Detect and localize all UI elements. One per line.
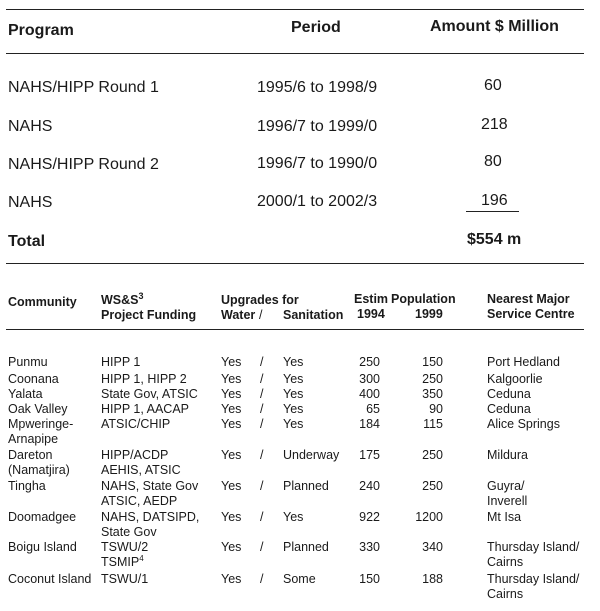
population-1999-cell: 250	[422, 448, 443, 462]
amount-cell: 218	[481, 116, 508, 133]
service-centre-cell: Inverell	[487, 494, 528, 508]
funding-cell: TSWU/2	[101, 540, 149, 554]
service-centre-cell: Mildura	[487, 448, 528, 462]
sanitation-cell: Yes	[283, 372, 304, 386]
column-header-population: Population	[391, 292, 456, 306]
footnote-marker: 3	[138, 290, 144, 301]
population-1994-cell: 65	[366, 402, 380, 416]
amount-cell: 60	[484, 77, 502, 94]
sanitation-cell: Planned	[283, 540, 329, 554]
slash-separator: /	[260, 372, 264, 386]
population-1999-cell: 90	[429, 402, 443, 416]
service-centre-cell: Mt Isa	[487, 510, 522, 524]
population-1999-cell: 250	[422, 372, 443, 386]
community-cell: Tingha	[8, 479, 46, 493]
slash-separator: /	[260, 540, 264, 554]
column-header-centre	[487, 292, 575, 322]
total-value: $554 m	[467, 231, 522, 248]
funding-cell: HIPP/ACDP	[101, 448, 169, 462]
funding-cell: HIPP 1	[101, 355, 141, 369]
funding-cell: ATSIC/CHIP	[101, 417, 171, 431]
sanitation-cell: Yes	[283, 510, 304, 524]
slash-separator: /	[260, 448, 264, 462]
funding-header-text: WS&S	[101, 293, 139, 307]
amount-cell: 196	[481, 192, 508, 209]
period-cell: 1996/7 to 1990/0	[257, 155, 378, 172]
service-centre-cell: Alice Springs	[487, 417, 560, 431]
funding-cell: HIPP 1, HIPP 2	[101, 372, 187, 386]
service-centre-cell: Cairns	[487, 555, 524, 569]
slash-separator: /	[260, 387, 264, 401]
service-centre-cell: Guyra/	[487, 479, 525, 493]
service-centre-cell: Kalgoorlie	[487, 372, 543, 386]
water-cell: Yes	[221, 402, 242, 416]
slash-separator: /	[260, 355, 264, 369]
footnote-marker: 4	[139, 553, 144, 563]
water-cell: Yes	[221, 510, 242, 524]
sanitation-cell: Yes	[283, 387, 304, 401]
service-centre-cell: Ceduna	[487, 402, 531, 416]
community-cell: Coonana	[8, 372, 59, 386]
water-cell: Yes	[221, 540, 242, 554]
water-cell: Yes	[221, 355, 242, 369]
funding-cell: NAHS, DATSIPD,	[101, 510, 200, 524]
service-centre-cell: Port Hedland	[487, 355, 560, 369]
slash-separator: /	[260, 479, 264, 493]
column-header-1994: 1994	[357, 307, 385, 321]
population-1994-cell: 250	[359, 355, 380, 369]
funding-cell: TSMIP$^4$	[101, 553, 144, 569]
program-cell: NAHS	[8, 118, 53, 135]
table-bottom-rule	[6, 263, 584, 264]
water-cell: Yes	[221, 387, 242, 401]
sanitation-cell: Underway	[283, 448, 340, 462]
water-cell: Yes	[221, 572, 242, 586]
population-1994-cell: 400	[359, 387, 380, 401]
centre-header-line: Nearest Major	[487, 292, 570, 306]
community-cell: (Namatjira)	[8, 463, 70, 477]
service-centre-cell: Cairns	[487, 587, 524, 601]
funding-cell: ATSIC, AEDP	[101, 494, 178, 508]
slash-separator: /	[260, 402, 264, 416]
service-centre-cell: Thursday Island/	[487, 572, 580, 586]
sum-underline	[466, 211, 519, 212]
program-cell: NAHS/HIPP Round 1	[8, 79, 159, 96]
header-rule	[6, 329, 584, 330]
sanitation-cell: Planned	[283, 479, 329, 493]
funding-cell: State Gov	[101, 525, 157, 539]
program-cell: NAHS	[8, 194, 53, 211]
population-1999-cell: 250	[422, 479, 443, 493]
slash-separator: /	[260, 417, 264, 431]
sanitation-cell: Some	[283, 572, 316, 586]
water-cell: Yes	[221, 448, 242, 462]
population-1999-cell: 115	[423, 417, 443, 431]
community-cell: Coconut Island	[8, 572, 92, 586]
water-cell: Yes	[221, 479, 242, 493]
funding-cell: State Gov, ATSIC	[101, 387, 198, 401]
community-cell: Boigu Island	[8, 540, 77, 554]
column-header-upgrades: Upgrades for	[221, 293, 299, 307]
centre-header-line: Service Centre	[487, 307, 575, 321]
water-cell: Yes	[221, 417, 242, 431]
community-cell: Mpweringe-	[8, 417, 74, 431]
funding-header-subtext: Project Funding	[101, 308, 197, 322]
population-1999-cell: 1200	[415, 510, 443, 524]
water-cell: Yes	[221, 372, 242, 386]
population-1999-cell: 350	[422, 387, 443, 401]
sanitation-cell: Yes	[283, 402, 304, 416]
column-header-amount: Amount $ Million	[430, 18, 559, 35]
funding-cell: TSWU/1	[101, 572, 149, 586]
funding-cell: AEHIS, ATSIC	[101, 463, 181, 477]
population-1999-cell: 188	[422, 572, 443, 586]
slash-separator: /	[260, 510, 264, 524]
community-cell: Doomadgee	[8, 510, 77, 524]
community-cell: Arnapipe	[8, 432, 59, 446]
population-1994-cell: 184	[359, 417, 380, 431]
header-rule	[6, 53, 584, 54]
service-centre-cell: Ceduna	[487, 387, 531, 401]
service-centre-cell: Thursday Island/	[487, 540, 580, 554]
column-header-period: Period	[291, 19, 341, 36]
funding-cell: NAHS, State Gov	[101, 479, 199, 493]
column-header-sanitation: Sanitation	[283, 308, 344, 322]
population-1994-cell: 922	[359, 510, 380, 524]
community-cell: Yalata	[8, 387, 43, 401]
period-cell: 2000/1 to 2002/3	[257, 193, 378, 210]
community-cell: Oak Valley	[8, 402, 68, 416]
population-1994-cell: 150	[359, 572, 380, 586]
period-cell: 1996/7 to 1999/0	[257, 118, 378, 135]
population-1994-cell: 240	[359, 479, 380, 493]
community-cell: Punmu	[8, 355, 48, 369]
period-cell: 1995/6 to 1998/9	[257, 79, 378, 96]
community-cell: Dareton	[8, 448, 53, 462]
column-header-1999: 1999	[415, 307, 443, 321]
column-header-water: Water	[221, 308, 256, 322]
population-1994-cell: 330	[359, 540, 380, 554]
population-1999-cell: 150	[422, 355, 443, 369]
column-header-program: Program	[8, 22, 74, 39]
total-label: Total	[8, 233, 46, 250]
sanitation-cell: Yes	[283, 417, 304, 431]
amount-cell: 80	[484, 153, 502, 170]
column-header-community: Community	[8, 295, 77, 309]
population-1994-cell: 300	[359, 372, 380, 386]
header-slash: /	[259, 308, 263, 322]
program-cell: NAHS/HIPP Round 2	[8, 156, 159, 173]
column-header-funding	[101, 290, 197, 323]
population-1994-cell: 175	[359, 448, 380, 462]
funding-cell: HIPP 1, AACAP	[101, 402, 190, 416]
sanitation-cell: Yes	[283, 355, 304, 369]
table-top-rule	[6, 9, 584, 10]
slash-separator: /	[260, 572, 264, 586]
column-header-estim: Estim	[354, 292, 389, 306]
population-1999-cell: 340	[422, 540, 443, 554]
